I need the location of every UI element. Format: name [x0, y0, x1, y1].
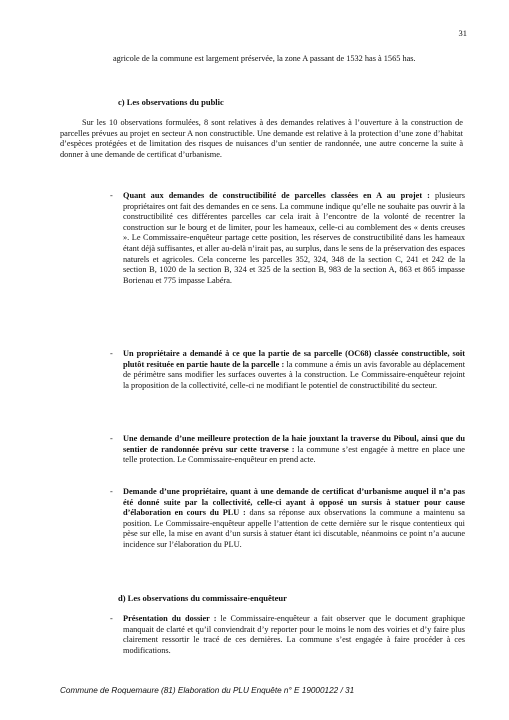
bullet-mark: -	[110, 434, 113, 443]
bullet-item-constructibility	[110, 191, 465, 286]
bullet-item-dossier-presentation	[110, 614, 465, 656]
page-footer: Commune de Roquemaure (81) Elaboration du PLU Enquête n° E 19000122 / 31	[60, 686, 355, 695]
bullet-body	[123, 614, 465, 656]
bullet-text: plusieurs propriétaires ont fait des demandes en ce sens. La commune indique qu’elle ne souhaite pas ouvrir à la constructibilité ces différentes parcelles car cela irait à l’encontre de la volonté de recentrer la construction sur le bourg et de limiter, pour les hameaux, celle-ci au comblement des « dents creuses ». Le Commissaire-enquêteur partage cette position, les réserves de constructibilité dans les hameaux étant déjà suffisantes, et aller au-delà n’irait pas, au surplus, dans le sens de la préservation des espaces naturels et agricoles. Cela concerne les parcelles 352, 324, 348 de la section C, 241 et 242 de la section B, 1020 de la section B, 324 et 325 de la section B, 983 de la section A, 863 et 865 impasse Borienau et 775 impasse Labéra.	[123, 191, 465, 285]
bullet-body	[123, 434, 465, 466]
section-d-heading: d) Les observations du commissaire-enquêteur	[118, 593, 287, 603]
bullet-item-hedge-protection	[110, 434, 465, 466]
bullet-body	[123, 191, 465, 286]
bullet-text: dans sa réponse aux observations la commune a maintenu sa position. Le Commissaire-enquêteur appelle l’attention de cette dernière sur le risque contentieux qui pèse sur elle, la mise en avant d’un sursis à statuer étant ici discutable, néanmoins ce point n’a aucune incidence sur l’élaboration du PLU.	[123, 508, 465, 549]
bullet-mark: -	[110, 349, 113, 358]
intro-paragraph: agricole de la commune est largement préservée, la zone A passant de 1532 has à 1565 has.	[113, 54, 416, 63]
bullet-item-urbanism-certificate	[110, 487, 465, 551]
bullet-text: la commune a émis un avis favorable au déplacement de périmètre sans modifier les surfaces ouvertes à la construction. Le Commissaire-enquêteur rejoint la proposition de la collectivité, celle-ci ne modifiant le potentiel de constructibilité du secteur.	[123, 359, 465, 390]
bullet-text: la commune s’est engagée à mettre en place une telle protection. Le Commissaire-enquêteur en prend acte.	[123, 444, 465, 465]
bullet-item-parcel-oc68	[110, 349, 465, 391]
section-c-heading: c) Les observations du public	[118, 97, 224, 107]
bullet-body	[123, 349, 465, 391]
bullet-bold-lead: Présentation du dossier :	[123, 614, 217, 623]
bullet-bold-lead: Quant aux demandes de constructibilité de parcelles classées en A au projet :	[123, 191, 430, 200]
section-c-paragraph: Sur les 10 observations formulées, 8 sont relatives à des demandes relatives à l’ouverture à la construction de parcelles prévues au projet en secteur A non constructible. Une demande est relative à la protection d’une zone d’habitat d’espèces protégées et de limitation des risques de nuisances d’un sentier de randonnée, une autre concerne la suite à donner à une demande de certificat d’urbanisme.	[60, 118, 463, 159]
bullet-mark: -	[110, 487, 113, 496]
bullet-text: le Commissaire-enquêteur a fait observer que le document graphique manquait de clarté et qu’il conviendrait d’y reporter pour le moins le nom des voiries et d’y faire plus clairement ressortir le tracé de ces dernières. La commune s’est engagée à faire procéder à ces modifications.	[123, 614, 466, 655]
bullet-mark: -	[110, 614, 113, 623]
bullet-bold-lead: Demande d’une propriétaire, quant à une demande de certificat d’urbanisme auquel il n’a pas été donné suite par la collectivité, celle-ci ayant à opposé un sursis à statuer pour cause d’élaboration en cours du PLU :	[123, 487, 465, 518]
bullet-bold-lead: Un propriétaire a demandé à ce que la partie de sa parcelle (OC68) classée constructible, soit plutôt resituée en partie haute de la parcelle :	[123, 349, 465, 369]
bullet-body	[123, 487, 465, 551]
bullet-mark: -	[110, 191, 113, 200]
bullet-bold-lead: Une demande d’une meilleure protection de la haie jouxtant la traverse du Piboul, ainsi que du sentier de randonnée prévu sur cette traverse :	[123, 434, 465, 454]
page-number: 31	[458, 28, 467, 38]
